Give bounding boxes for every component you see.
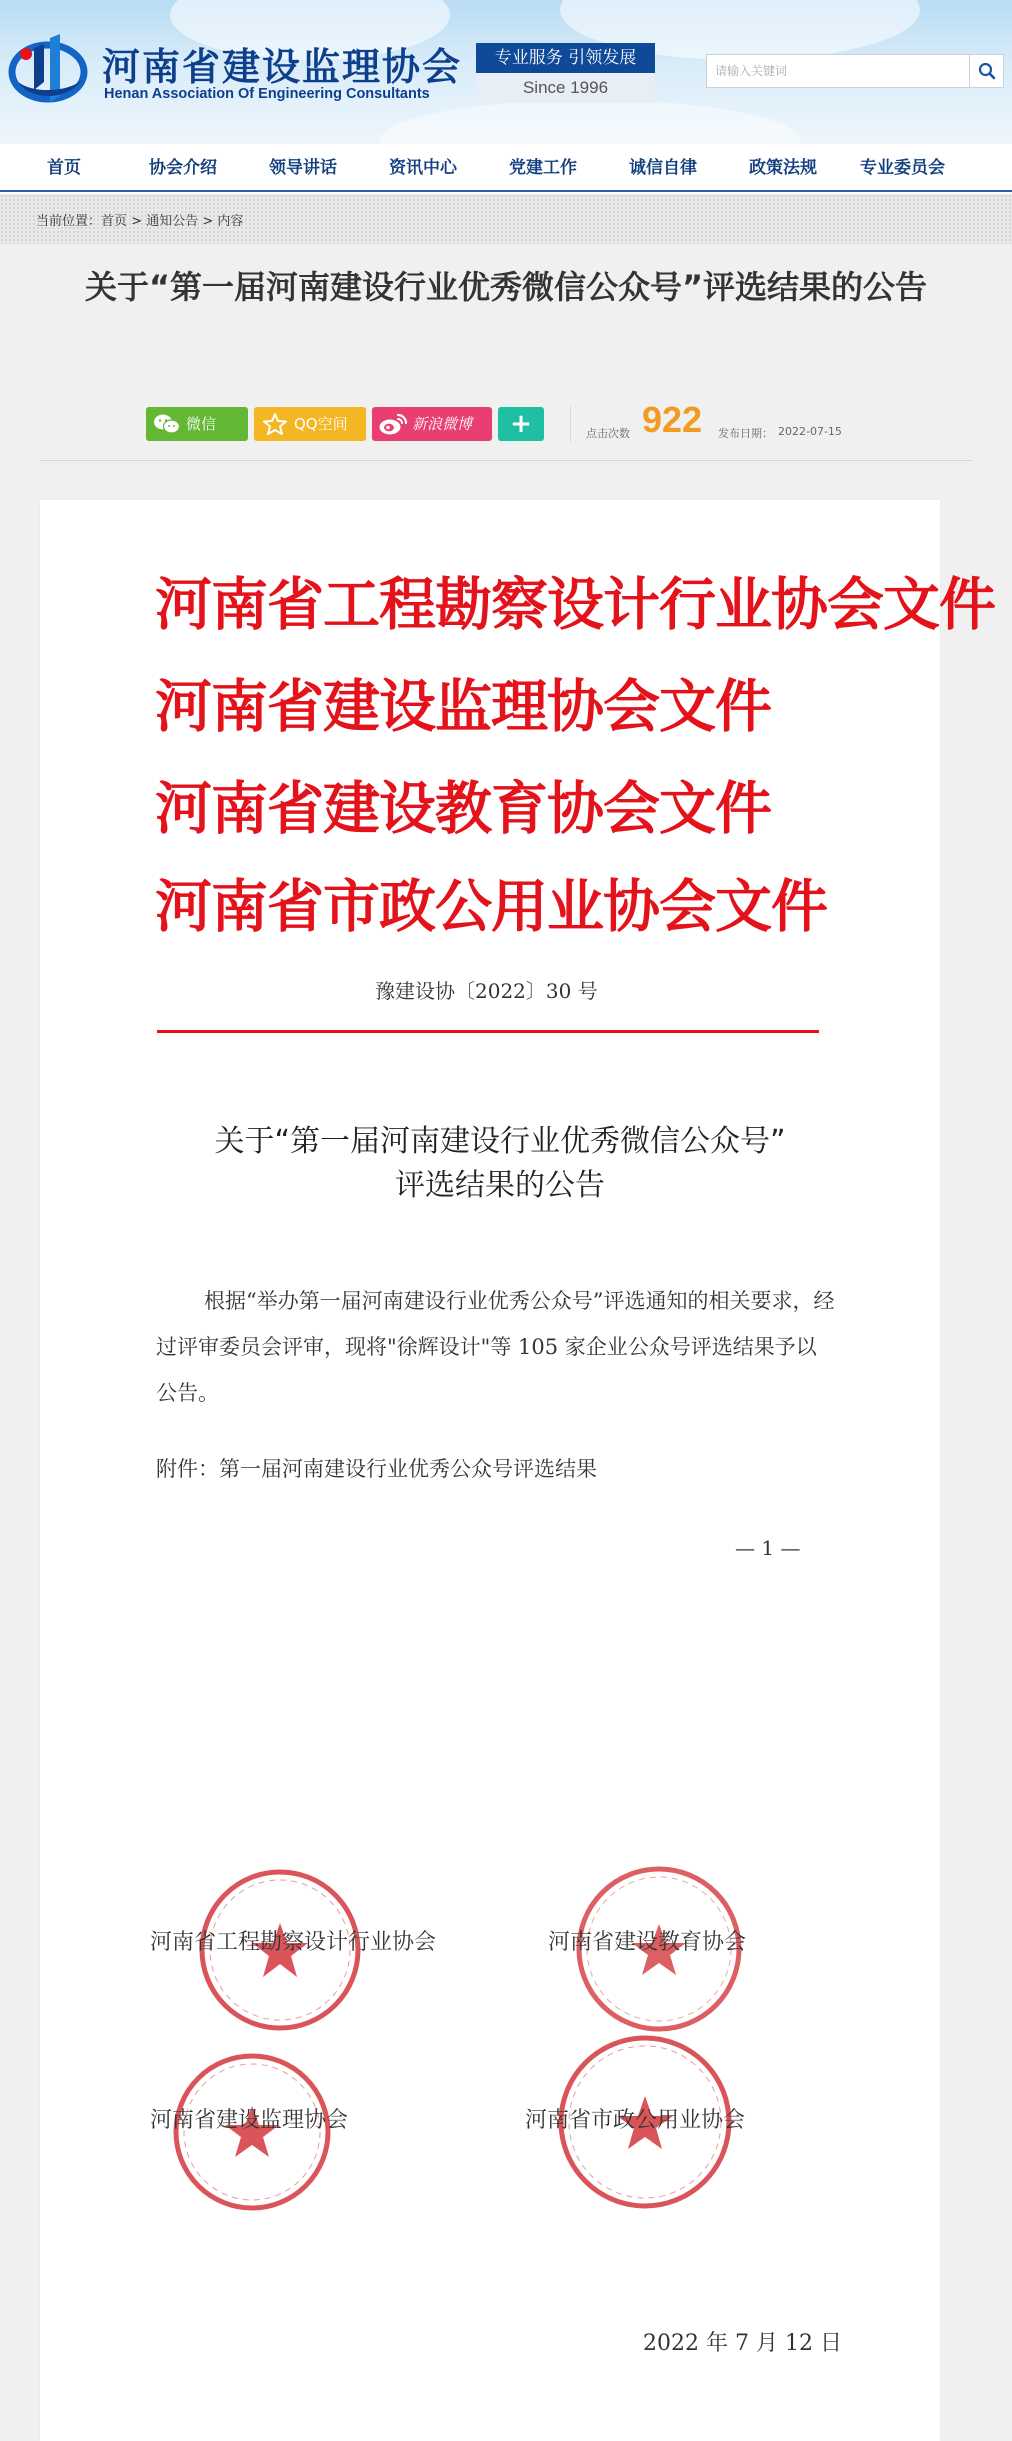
signer-municipal-association: 河南省市政公用业协会 bbox=[525, 2108, 746, 2133]
share-wechat-label: 微信 bbox=[186, 415, 217, 433]
since-badge: Since 1996 bbox=[476, 73, 655, 103]
nav-item-integrity[interactable]: 诚信自律 bbox=[629, 158, 697, 178]
wechat-icon bbox=[152, 413, 182, 435]
document-date: 2022 年 7 月 12 日 bbox=[643, 2331, 842, 2356]
document-title-line-2: 评选结果的公告 bbox=[395, 1168, 605, 1203]
document-number: 豫建设协〔2022〕30 号 bbox=[375, 979, 598, 1003]
document-title bbox=[100, 1120, 900, 1208]
breadcrumb-separator: > bbox=[202, 214, 214, 229]
slogan-banner: 专业服务 引领发展 bbox=[476, 43, 655, 73]
breadcrumb-home[interactable]: 首页 bbox=[101, 214, 128, 229]
breadcrumb bbox=[36, 210, 243, 229]
site-subtitle: Henan Association Of Engineering Consultants bbox=[104, 86, 430, 102]
signer-supervision-association: 河南省建设监理协会 bbox=[150, 2108, 349, 2133]
qq-star-icon bbox=[260, 413, 290, 435]
nav-item-leader-speeches[interactable]: 领导讲话 bbox=[269, 158, 337, 178]
title-divider bbox=[40, 460, 972, 461]
share-qq-label: QQ空间 bbox=[294, 415, 348, 433]
views-label: 点击次数 bbox=[586, 427, 630, 440]
red-header-line-2: 河南省建设监理协会文件 bbox=[155, 673, 771, 740]
red-header-line-1: 河南省工程勘察设计行业协会文件 bbox=[155, 571, 995, 638]
search-icon bbox=[978, 62, 996, 80]
signer-survey-design-association: 河南省工程勘察设计行业协会 bbox=[150, 1930, 437, 1955]
nav-item-about[interactable]: 协会介绍 bbox=[149, 158, 217, 178]
view-count: 922 bbox=[642, 399, 703, 440]
weibo-icon bbox=[378, 412, 408, 436]
nav-item-committees[interactable]: 专业委员会 bbox=[860, 158, 945, 178]
site-header bbox=[0, 0, 1012, 144]
header-cloud-decoration bbox=[380, 100, 800, 144]
breadcrumb-prefix: 当前位置： bbox=[36, 214, 102, 229]
share-qq-button[interactable] bbox=[254, 407, 366, 441]
red-header-line-4: 河南省市政公用业协会文件 bbox=[155, 873, 827, 940]
publish-date-label: 发布日期： bbox=[718, 427, 773, 440]
nav-item-party-work[interactable]: 党建工作 bbox=[509, 158, 577, 178]
nav-item-home[interactable]: 首页 bbox=[47, 158, 81, 178]
search-input[interactable] bbox=[707, 55, 969, 87]
publish-date: 2022-07-15 bbox=[778, 425, 842, 438]
article-title: 关于“第一届河南建设行业优秀微信公众号”评选结果的公告 bbox=[84, 268, 928, 306]
nav-item-news[interactable]: 资讯中心 bbox=[389, 158, 457, 178]
site-title: 河南省建设监理协会 bbox=[102, 45, 463, 89]
search-button[interactable] bbox=[970, 54, 1004, 88]
page-number: — 1 — bbox=[735, 1536, 801, 1560]
nav-item-policies[interactable]: 政策法规 bbox=[749, 158, 817, 178]
breadcrumb-current: 内容 bbox=[217, 214, 244, 229]
search-box bbox=[706, 54, 970, 88]
share-weibo-button[interactable] bbox=[372, 407, 492, 441]
share-wechat-button[interactable] bbox=[146, 407, 248, 441]
share-more-button[interactable]: + bbox=[498, 407, 544, 441]
red-header-line-3: 河南省建设教育协会文件 bbox=[155, 775, 771, 842]
breadcrumb-notices[interactable]: 通知公告 bbox=[146, 214, 199, 229]
meta-separator bbox=[570, 406, 571, 442]
share-weibo-label: 新浪微博 bbox=[412, 415, 473, 433]
association-logo-icon[interactable] bbox=[8, 30, 88, 106]
breadcrumb-separator: > bbox=[131, 214, 143, 229]
document-attachment: 附件：第一届河南建设行业优秀公众号评选结果 bbox=[156, 1457, 597, 1481]
main-nav bbox=[0, 144, 1012, 192]
signer-education-association: 河南省建设教育协会 bbox=[548, 1930, 747, 1955]
document-title-line-1: 关于“第一届河南建设行业优秀微信公众号” bbox=[214, 1124, 786, 1159]
red-rule bbox=[157, 1030, 819, 1033]
document-body: 根据“举办第一届河南建设行业优秀公众号”评选通知的相关要求，经过评审委员会评审，现将"徐辉设计"等 105 家企业公众号评选结果予以公告。 bbox=[156, 1289, 835, 1405]
